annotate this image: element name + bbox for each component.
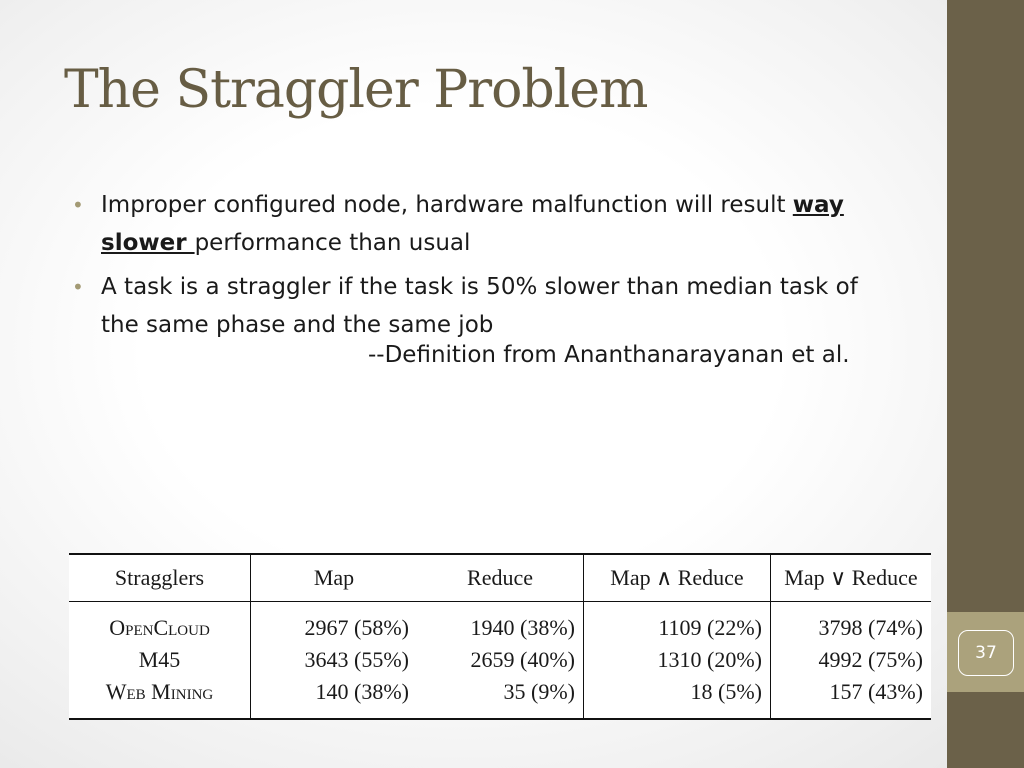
table-cell: Web Mining xyxy=(69,676,251,719)
table-cell: 3798 (74%) xyxy=(818,615,923,640)
column-header: Map ∧ Reduce xyxy=(584,554,771,602)
table-cell: 35 (9%) xyxy=(417,676,584,719)
bullet-emphasis: way slower xyxy=(101,192,844,256)
bullet-dot-icon: • xyxy=(72,275,84,299)
table-cell: 1310 (20%) xyxy=(584,644,771,676)
slide-title: The Straggler Problem xyxy=(64,60,648,120)
attribution: --Definition from Ananthanarayanan et al. xyxy=(368,342,850,368)
table-cell: 140 (38%) xyxy=(315,679,409,704)
stragglers-table xyxy=(69,553,931,718)
bullet-item xyxy=(72,268,902,344)
table-cell: 2659 (40%) xyxy=(417,644,584,676)
table-cell: M45 xyxy=(69,644,251,676)
table-cell: 18 (5%) xyxy=(584,676,771,719)
bullet-text: A task is a straggler if the task is 50% slower than median task of the same phase and the same job xyxy=(101,274,858,338)
table-cell: 3643 (55%) xyxy=(304,647,409,672)
table-cell: 1940 (38%) xyxy=(417,602,584,645)
page-number: 37 xyxy=(958,630,1014,676)
column-header: Map ∨ Reduce xyxy=(784,565,918,590)
column-header: Map xyxy=(313,565,355,590)
bullet-text-post: performance than usual xyxy=(194,230,471,256)
table-cell: 157 (43%) xyxy=(829,679,923,704)
table-cell: 1109 (22%) xyxy=(584,602,771,645)
bullet-dot-icon: • xyxy=(72,193,84,217)
table-cell: OpenCloud xyxy=(69,602,251,645)
bullet-list xyxy=(72,186,902,350)
table-cell: 2967 (58%) xyxy=(304,615,409,640)
column-header: Stragglers xyxy=(69,554,251,602)
table-row xyxy=(69,644,931,676)
bullet-item xyxy=(72,186,902,262)
table-row xyxy=(69,602,931,645)
table-row xyxy=(69,676,931,719)
bullet-text-pre: Improper configured node, hardware malfunction will result xyxy=(101,192,793,218)
table-cell: 4992 (75%) xyxy=(818,647,923,672)
table-header-row xyxy=(69,554,931,602)
column-header: Reduce xyxy=(417,554,584,602)
